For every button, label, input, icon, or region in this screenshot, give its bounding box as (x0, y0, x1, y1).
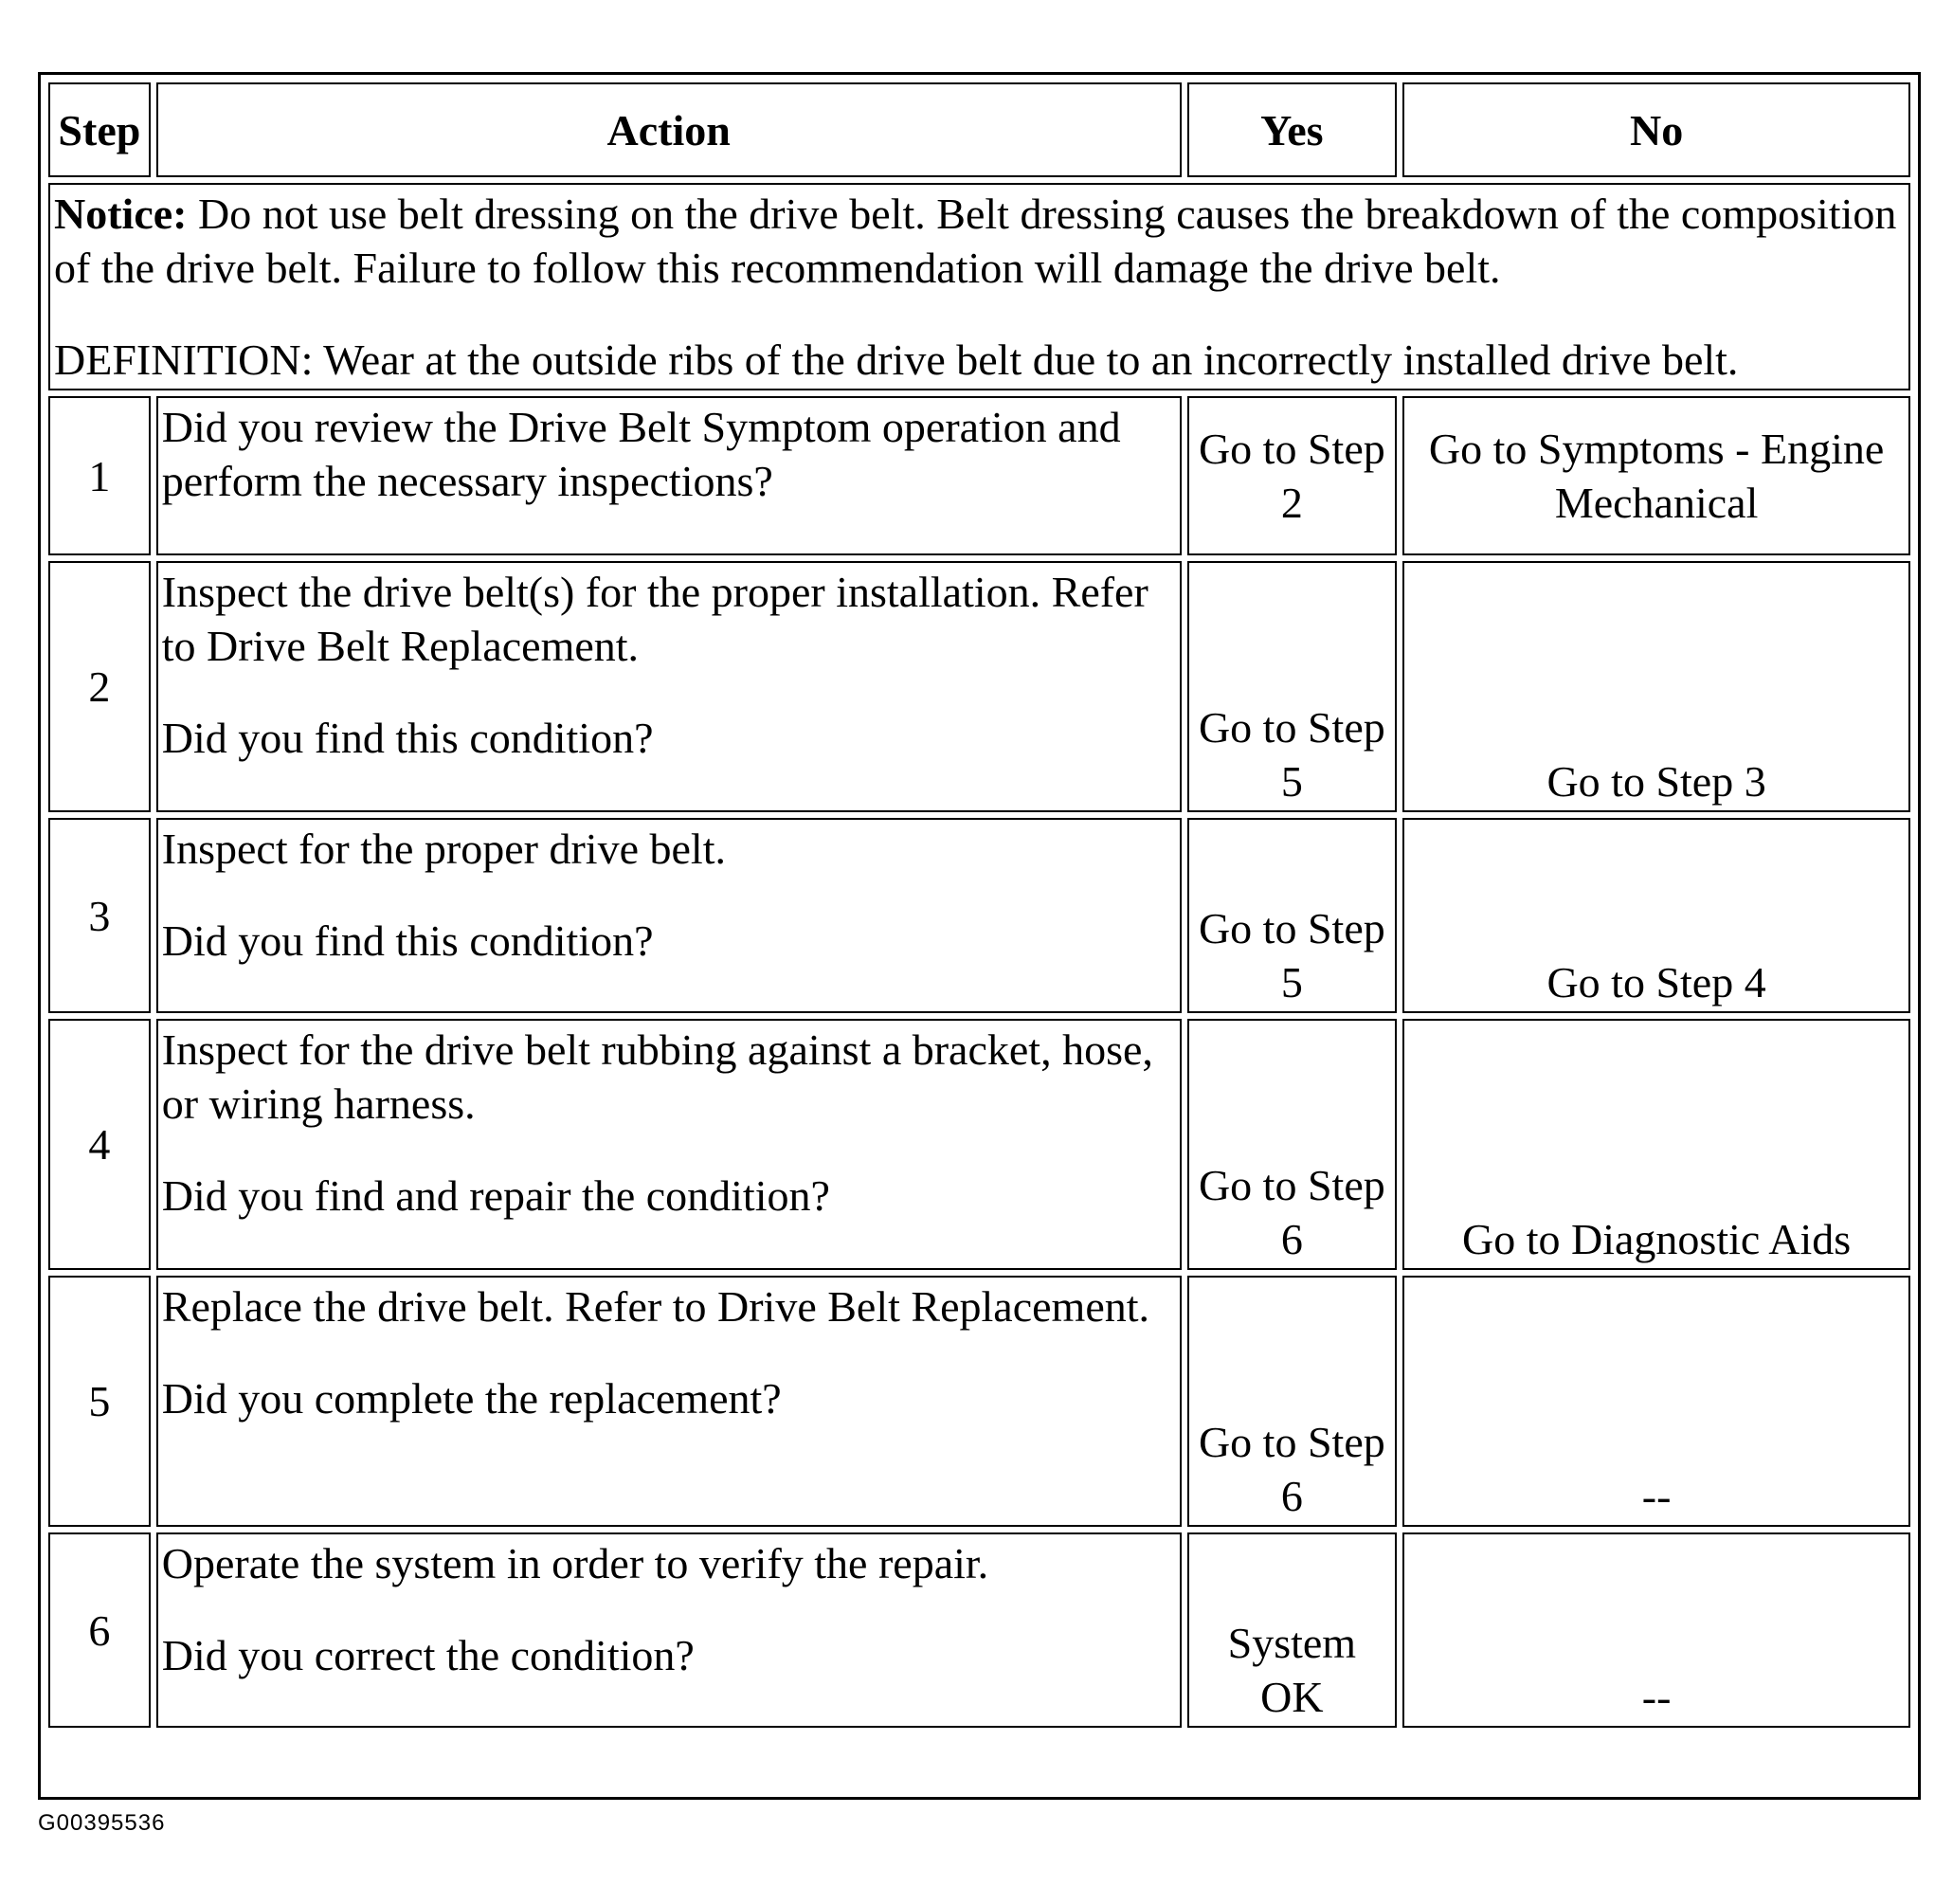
step-number: 3 (48, 818, 151, 1013)
no-cell: Go to Step 3 (1402, 561, 1910, 812)
action-text: Inspect for the proper drive belt. (161, 825, 726, 873)
no-cell: Go to Symptoms - Engine Mechanical (1402, 396, 1910, 555)
action-cell (156, 561, 1182, 812)
yes-cell: Go to Step 6 (1187, 1019, 1398, 1270)
action-text: Replace the drive belt. Refer to Drive Belt Replacement. (161, 1282, 1150, 1331)
action-text: Did you review the Drive Belt Symptom operation and perform the necessary inspections? (161, 403, 1121, 505)
action-question: Did you find this condition? (161, 916, 654, 965)
notice-text: Do not use belt dressing on the drive belt. Belt dressing causes the breakdown of the composition of the drive belt. Failure to follow this recommendation will damage the drive belt. (54, 190, 1897, 292)
table-row (48, 561, 1910, 812)
action-text: Operate the system in order to verify the repair. (161, 1539, 989, 1587)
notice-cell (48, 183, 1910, 390)
step-number: 1 (48, 396, 151, 555)
diagnostic-table-frame (38, 72, 1921, 1800)
action-cell (156, 818, 1182, 1013)
no-cell: Go to Diagnostic Aids (1402, 1019, 1910, 1270)
step-number: 5 (48, 1276, 151, 1527)
no-cell: -- (1402, 1276, 1910, 1527)
header-action: Action (156, 82, 1182, 177)
header-step: Step (48, 82, 151, 177)
action-text: Inspect for the drive belt rubbing against a bracket, hose, or wiring harness. (161, 1025, 1153, 1128)
yes-cell: Go to Step 6 (1187, 1276, 1398, 1527)
notice-paragraph (54, 187, 1905, 295)
action-cell (156, 1019, 1182, 1270)
action-question: Did you find this condition? (161, 714, 654, 762)
header-no: No (1402, 82, 1910, 177)
notice-label: Notice: (54, 190, 188, 238)
table-row (48, 1532, 1910, 1728)
action-question: Did you find and repair the condition? (161, 1171, 830, 1220)
action-text: Inspect the drive belt(s) for the proper installation. Refer to Drive Belt Replacement. (161, 568, 1148, 670)
yes-cell: Go to Step 5 (1187, 818, 1398, 1013)
yes-cell: System OK (1187, 1532, 1398, 1728)
action-cell (156, 1532, 1182, 1728)
table-row (48, 818, 1910, 1013)
no-cell: -- (1402, 1532, 1910, 1728)
action-cell (156, 396, 1182, 555)
table-row (48, 396, 1910, 555)
diagnostic-table (43, 77, 1916, 1733)
action-question: Did you complete the replacement? (161, 1374, 782, 1423)
no-cell: Go to Step 4 (1402, 818, 1910, 1013)
action-question: Did you correct the condition? (161, 1631, 695, 1679)
yes-cell: Go to Step 2 (1187, 396, 1398, 555)
step-number: 6 (48, 1532, 151, 1728)
header-row (48, 82, 1910, 177)
figure-id: G00395536 (38, 1810, 166, 1836)
definition-text: DEFINITION: Wear at the outside ribs of the drive belt due to an incorrectly installed drive belt. (54, 335, 1739, 384)
yes-cell: Go to Step 5 (1187, 561, 1398, 812)
notice-row (48, 183, 1910, 390)
table-row (48, 1276, 1910, 1527)
step-number: 2 (48, 561, 151, 812)
action-cell (156, 1276, 1182, 1527)
step-number: 4 (48, 1019, 151, 1270)
table-row (48, 1019, 1910, 1270)
header-yes: Yes (1187, 82, 1398, 177)
